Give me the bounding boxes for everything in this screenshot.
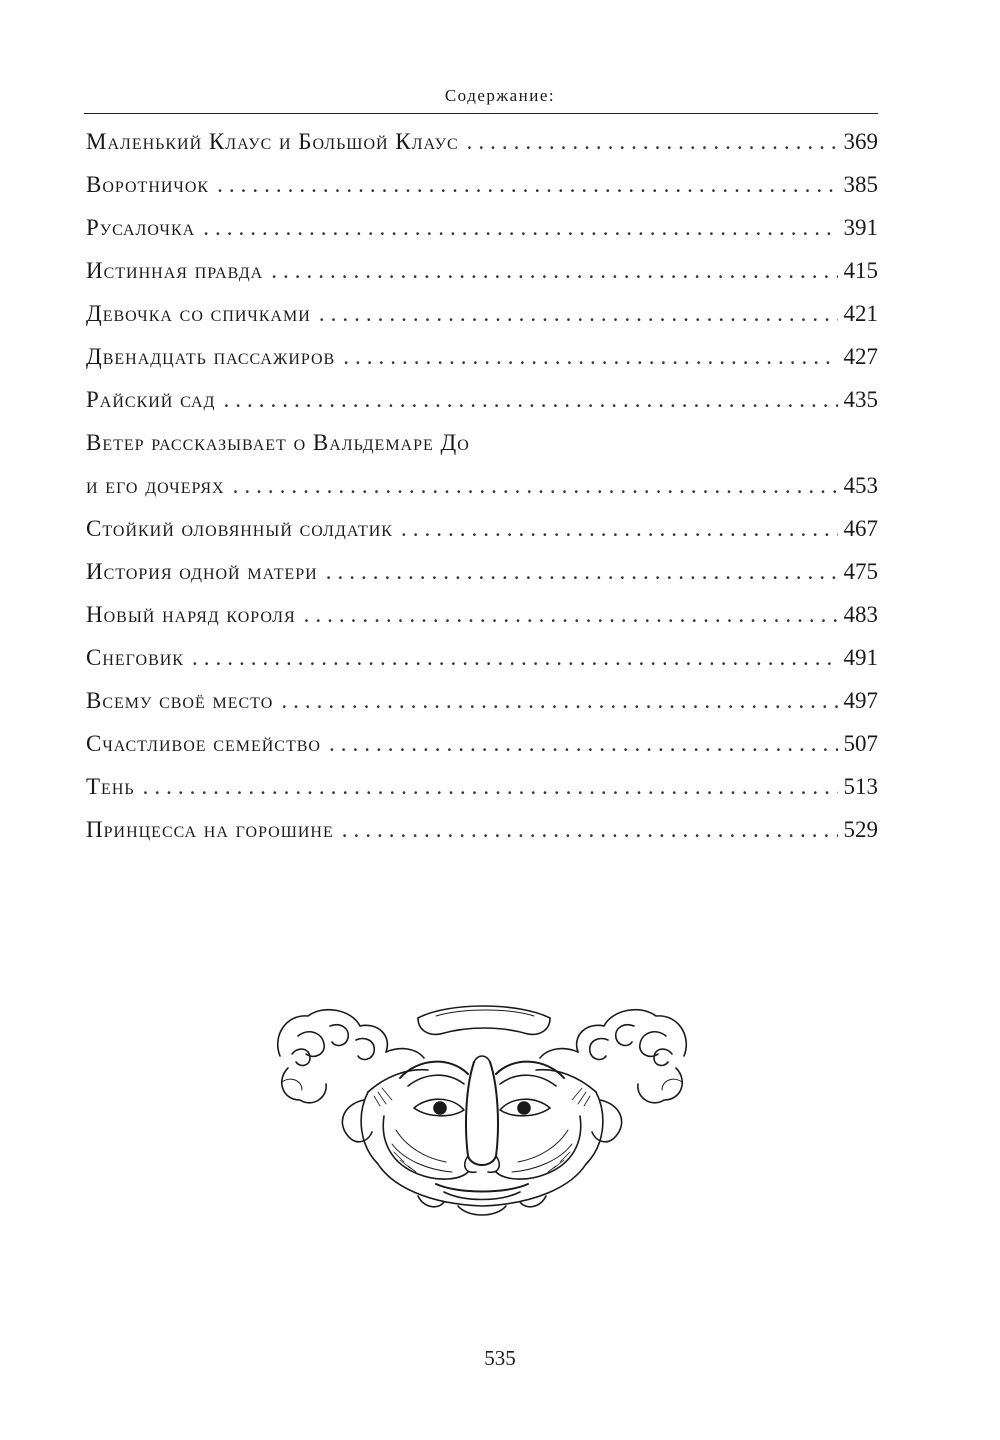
toc-entry-title: Новый наряд короля	[86, 602, 296, 627]
dot-leader	[401, 507, 838, 550]
toc-entry[interactable]	[86, 593, 878, 636]
dot-leader	[223, 378, 837, 421]
toc-entry-title: Воротничок	[86, 172, 210, 197]
toc-entry[interactable]	[86, 636, 878, 679]
toc-entry-page: 475	[843, 559, 878, 584]
toc-entry-page: 483	[843, 602, 878, 627]
toc-entry-page: 453	[843, 473, 878, 498]
toc-entry[interactable]	[86, 206, 878, 249]
dot-leader	[319, 292, 838, 335]
toc-entry-title: Девочка со спичками	[86, 301, 311, 326]
toc-entry-title: Тень	[86, 774, 135, 799]
dot-leader	[342, 808, 838, 851]
toc-entry-page: 427	[843, 344, 878, 369]
toc-entry-title: Счастливое семейство	[86, 731, 321, 756]
toc-entry-page: 391	[843, 215, 878, 240]
toc-entry-page: 385	[843, 172, 878, 197]
dot-leader	[143, 765, 838, 808]
dot-leader	[233, 464, 838, 507]
toc-entry[interactable]	[86, 163, 878, 206]
toc-entry-page: 497	[843, 688, 878, 713]
dot-leader	[326, 550, 838, 593]
toc-entry-page: 507	[843, 731, 878, 756]
toc-entry[interactable]	[86, 722, 878, 765]
toc-entry-page: 435	[843, 387, 878, 412]
toc-entry-title: Маленький Клаус и Большой Клаус	[86, 129, 459, 154]
table-of-contents	[86, 120, 878, 851]
toc-entry-page: 491	[843, 645, 878, 670]
toc-entry[interactable]	[86, 292, 878, 335]
toc-entry-title: Райский сад	[86, 387, 216, 412]
toc-entry-page: 369	[843, 129, 878, 154]
toc-entry-title: Русалочка	[86, 215, 196, 240]
page-number: 535	[484, 1346, 516, 1370]
toc-entry-line-1	[86, 421, 878, 464]
running-head: Содержание:	[444, 86, 556, 105]
toc-entry-page: 513	[843, 774, 878, 799]
toc-entry-page: 415	[843, 258, 878, 283]
toc-entry-title: Ветер рассказывает о Вальдемаре До	[86, 430, 470, 455]
toc-entry-title: Всему своё место	[86, 688, 274, 713]
toc-entry[interactable]	[86, 378, 878, 421]
dot-leader	[271, 249, 837, 292]
toc-entry[interactable]	[86, 421, 878, 507]
toc-entry-title: Истинная правда	[86, 258, 264, 283]
toc-entry-title: Двенадцать пассажиров	[86, 344, 336, 369]
toc-entry-title: Принцесса на горошине	[86, 817, 334, 842]
toc-entry-page: 529	[843, 817, 878, 842]
toc-entry-title-continued: и его дочерях	[86, 473, 225, 498]
toc-entry[interactable]	[86, 120, 878, 163]
dot-leader	[217, 163, 837, 206]
toc-entry-title: История одной матери	[86, 559, 318, 584]
toc-entry[interactable]	[86, 765, 878, 808]
toc-entry[interactable]	[86, 249, 878, 292]
toc-entry-page: 467	[843, 516, 878, 541]
toc-entry-title: Снеговик	[86, 645, 184, 670]
toc-entry-title: Стойкий оловянный солдатик	[86, 516, 393, 541]
toc-entry[interactable]	[86, 808, 878, 851]
grotesque-mask-ornament-icon	[268, 996, 696, 1226]
toc-entry[interactable]	[86, 335, 878, 378]
dot-leader	[329, 722, 838, 765]
toc-entry[interactable]	[86, 550, 878, 593]
dot-leader	[203, 206, 837, 249]
header-rule	[84, 113, 878, 114]
toc-entry-line-2	[86, 464, 878, 507]
dot-leader	[467, 120, 838, 163]
dot-leader	[281, 679, 837, 722]
toc-entry[interactable]	[86, 507, 878, 550]
dot-leader	[304, 593, 838, 636]
dot-leader	[192, 636, 838, 679]
toc-entry-page: 421	[843, 301, 878, 326]
dot-leader	[343, 335, 837, 378]
toc-entry[interactable]	[86, 679, 878, 722]
